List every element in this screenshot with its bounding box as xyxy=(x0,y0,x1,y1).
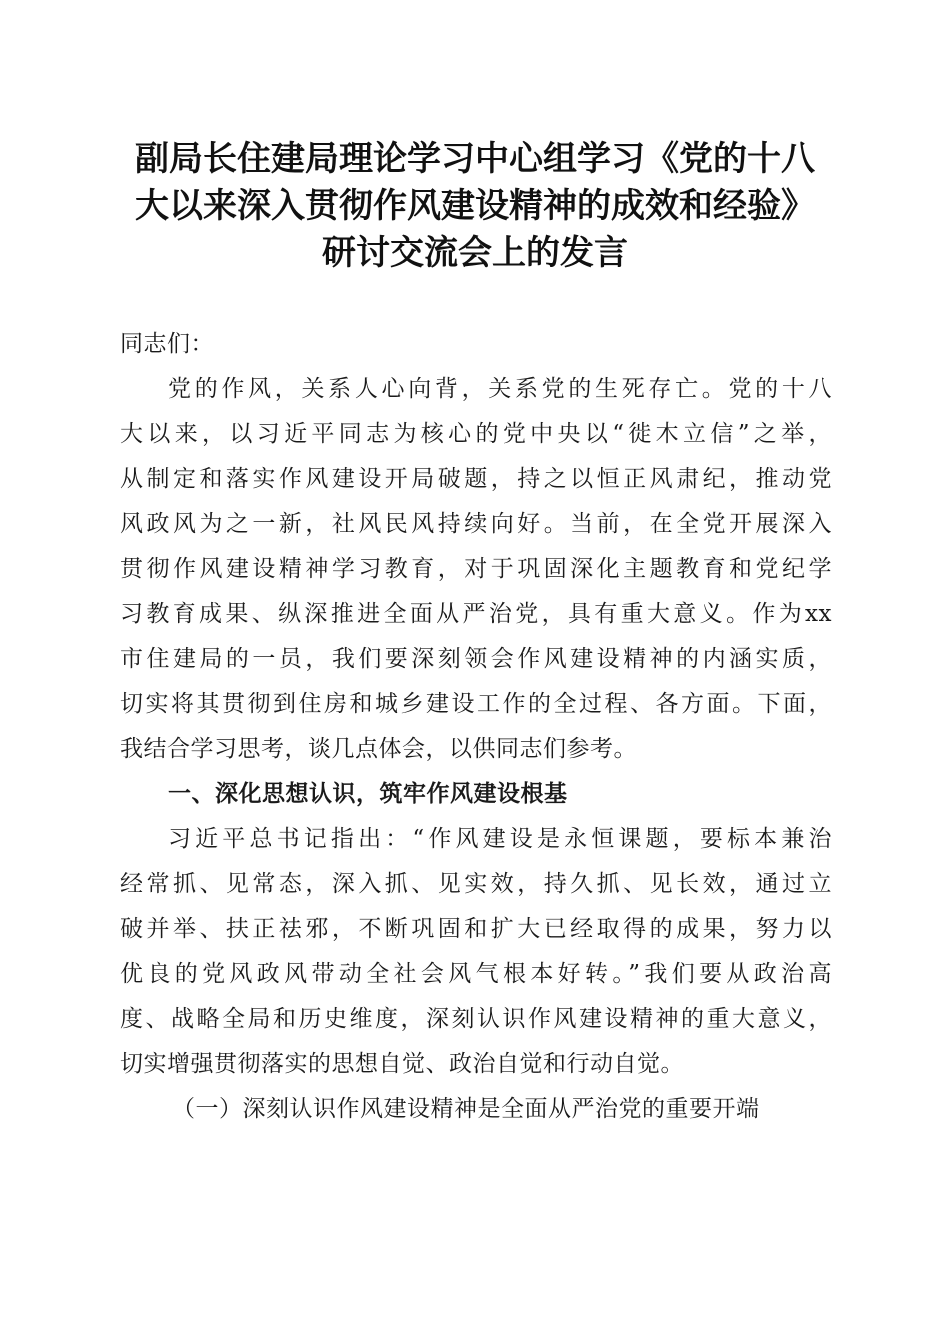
paragraph-line: 优良的党风政风带动全社会风气根本好转。”我们要从政治高 xyxy=(120,961,832,987)
title-line: 大以来深入贯彻作风建设精神的成效和经验》 xyxy=(135,186,815,226)
title-line: 研讨交流会上的发言 xyxy=(322,233,628,273)
paragraph-line: 市住建局的一员，我们要深刻领会作风建设精神的内涵实质， xyxy=(120,646,832,672)
greeting: 同志们： xyxy=(120,331,214,357)
paragraph-line: 度、战略全局和历史维度，深刻认识作风建设精神的重大意义， xyxy=(120,1006,832,1032)
paragraph-line: 党的作风，关系人心向背，关系党的生死存亡。党的十八 xyxy=(168,376,832,402)
paragraph-line: 经常抓、见常态，深入抓、见实效，持久抓、见长效，通过立 xyxy=(120,871,832,897)
document-title xyxy=(110,136,840,277)
paragraph-line: 我结合学习思考，谈几点体会，以供同志们参考。 xyxy=(120,736,637,762)
section-paragraph xyxy=(120,817,832,1087)
title-line: 副局长住建局理论学习中心组学习《党的十八 xyxy=(135,139,815,179)
subsection-heading: （一）深刻认识作风建设精神是全面从严治党的重要开端 xyxy=(172,1096,760,1122)
paragraph-line: 贯彻作风建设精神学习教育，对于巩固深化主题教育和党纪学 xyxy=(120,556,832,582)
paragraph-line: 切实将其贯彻到住房和城乡建设工作的全过程、各方面。下面， xyxy=(120,691,832,717)
paragraph-line: 习教育成果、纵深推进全面从严治党，具有重大意义。作为xx xyxy=(120,601,832,627)
section-heading: 一、深化思想认识，筑牢作风建设根基 xyxy=(168,781,568,807)
paragraph-line: 习近平总书记指出：“作风建设是永恒课题，要标本兼治 xyxy=(168,826,832,852)
paragraph-line: 风政风为之一新，社风民风持续向好。当前，在全党开展深入 xyxy=(120,511,832,537)
paragraph-line: 从制定和落实作风建设开局破题，持之以恒正风肃纪，推动党 xyxy=(120,466,832,492)
intro-paragraph xyxy=(120,367,832,772)
paragraph-line: 破并举、扶正祛邪，不断巩固和扩大已经取得的成果，努力以 xyxy=(120,916,832,942)
paragraph-line: 大以来，以习近平同志为核心的党中央以“徙木立信”之举， xyxy=(120,421,832,447)
document-body xyxy=(120,322,832,1132)
paragraph-line: 切实增强贯彻落实的思想自觉、政治自觉和行动自觉。 xyxy=(120,1051,684,1077)
